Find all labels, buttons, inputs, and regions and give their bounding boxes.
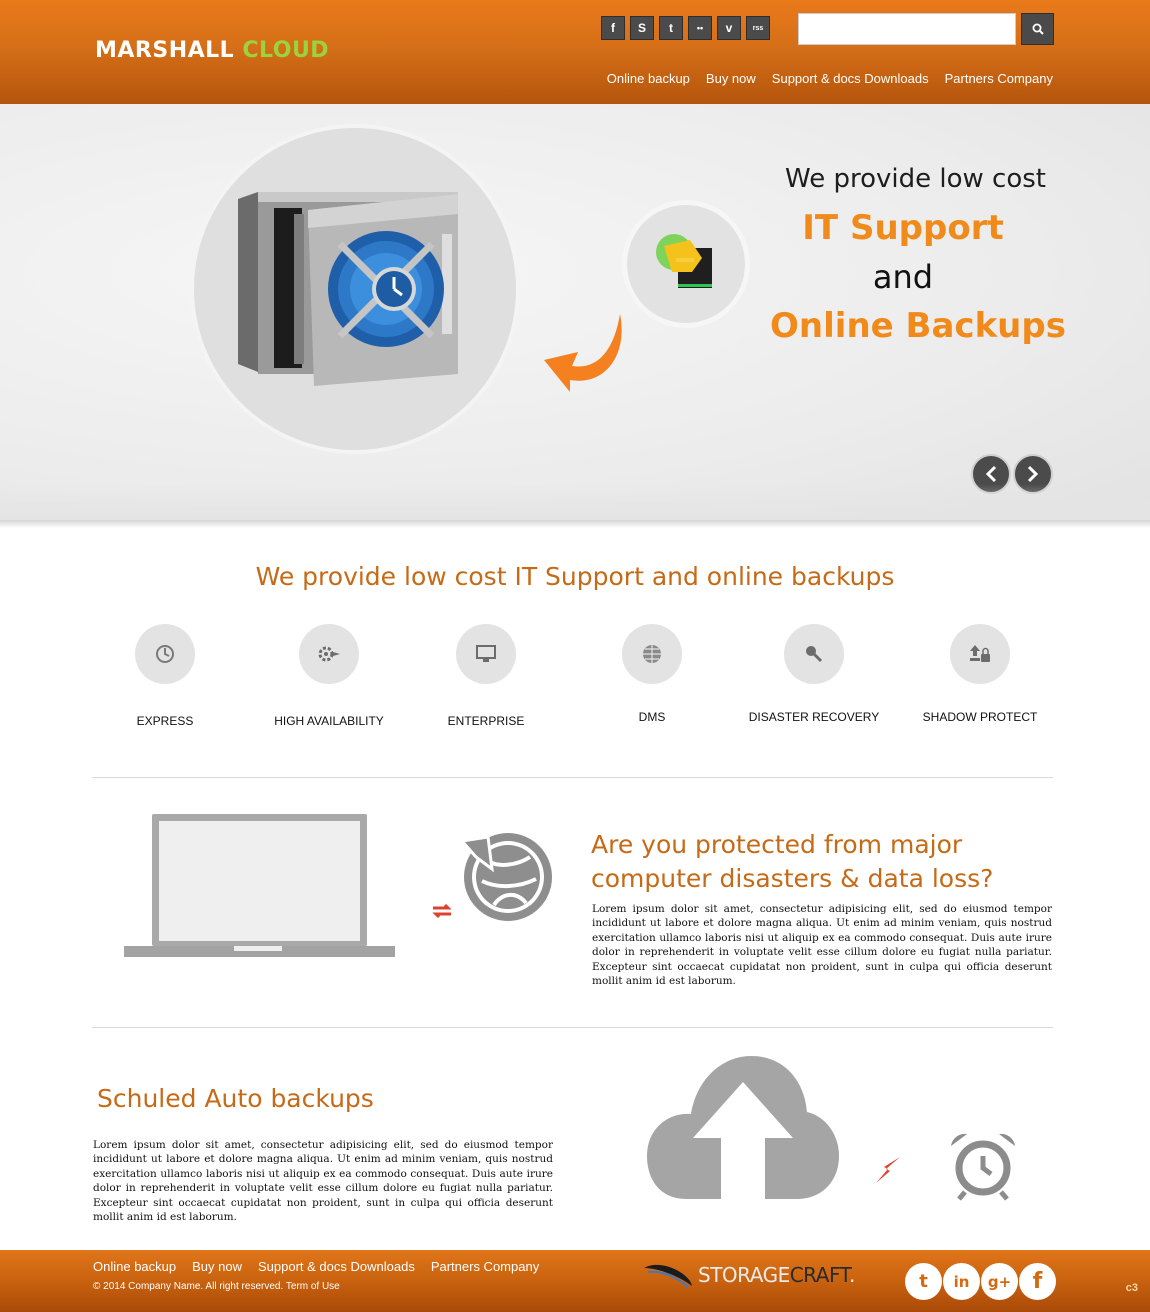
section-divider — [92, 777, 1053, 778]
header — [0, 0, 1150, 104]
slider-next-button[interactable] — [1013, 454, 1053, 494]
gear-arrow-icon — [299, 624, 359, 684]
hero-line-1: We provide low cost — [785, 164, 1046, 194]
feature-label: EXPRESS — [136, 714, 194, 728]
search-icon — [1032, 23, 1044, 35]
social-links-top — [601, 16, 770, 40]
chevron-right-icon — [1026, 465, 1040, 483]
scheduled-text: Lorem ipsum dolor sit amet, consectetur adipisicing elit, sed do eiusmod tempor incididunt ut labore et dolore magna aliqua. Ut enim ad minim veniam, quis nostrud exercitation ullamco laboris nisi ut aliquip ex ea commodo consequat. Duis aute irure dolor in reprehenderit in voluptate velit esse cillum dolore eu fugiat nulla pariatur. Excepteur sint occaecat cupidatat non proident, sunt in culpa qui officia deserunt mollit anim id est laborum. — [93, 1139, 553, 1224]
hero-slider — [0, 104, 1150, 524]
nav-support-docs[interactable]: Support & docs Downloads — [771, 71, 929, 86]
laptop-icon — [122, 812, 397, 962]
scheduled-title: Schuled Auto backups — [97, 1084, 374, 1113]
storagecraft-logo[interactable] — [642, 1260, 855, 1290]
hero-headline — [753, 164, 1066, 346]
footer-nav-online-backup[interactable]: Online backup — [93, 1259, 177, 1274]
twitter-icon[interactable]: t — [659, 16, 683, 40]
safe-circle — [190, 124, 520, 454]
feature-label: DISASTER RECOVERY — [748, 710, 880, 724]
globe-icon — [622, 624, 682, 684]
feature-disaster-recovery[interactable] — [734, 624, 894, 724]
search-input[interactable] — [798, 13, 1016, 45]
vimeo-icon[interactable]: v — [717, 16, 741, 40]
twitter-icon[interactable]: t — [905, 1263, 942, 1300]
feature-label: HIGH AVAILABILITY — [274, 714, 384, 728]
main-nav — [607, 71, 1053, 86]
hero-line-4: Online Backups — [770, 306, 1066, 346]
feature-enterprise[interactable] — [406, 624, 566, 728]
rss-icon[interactable]: rss — [746, 16, 770, 40]
footer-nav-support-docs[interactable]: Support & docs Downloads — [258, 1259, 415, 1274]
footer-nav — [93, 1259, 539, 1274]
upload-lock-icon — [950, 624, 1010, 684]
features-row — [92, 624, 1054, 734]
site-logo[interactable] — [95, 38, 329, 63]
protected-title: Are you protected from major computer disasters & data loss? — [591, 830, 994, 893]
footer-nav-partners[interactable]: Partners Company — [430, 1259, 540, 1274]
footer — [0, 1250, 1150, 1312]
logo-text-cloud: CLOUD — [242, 38, 330, 63]
document-circle — [622, 200, 750, 328]
linkedin-icon[interactable]: in — [943, 1263, 980, 1300]
footer-nav-buy-now[interactable]: Buy now — [192, 1259, 242, 1274]
chevron-left-icon — [984, 465, 998, 483]
alarm-clock-icon — [947, 1130, 1019, 1202]
monitor-icon — [456, 624, 516, 684]
curved-arrow-icon — [540, 314, 630, 394]
sync-icon — [135, 624, 195, 684]
feature-high-availability[interactable] — [249, 624, 409, 728]
features-title: We provide low cost IT Support and online backups — [255, 562, 895, 591]
social-links-footer — [905, 1263, 1056, 1300]
storagecraft-swoosh-icon — [642, 1260, 694, 1290]
storagecraft-text: STORAGECRAFT. — [698, 1263, 855, 1287]
recovery-globe-icon — [458, 829, 554, 925]
slider-prev-button[interactable] — [971, 454, 1011, 494]
hero-line-3: and — [872, 258, 934, 296]
hero-bottom-shadow — [0, 520, 1150, 528]
corner-mark: c3 — [1125, 1282, 1138, 1294]
copyright: © 2014 Company Name. All right reserved. Term of Use — [93, 1281, 340, 1292]
skype-icon[interactable]: S — [630, 16, 654, 40]
lightning-icon — [874, 1155, 902, 1185]
google-plus-icon[interactable]: g+ — [981, 1263, 1018, 1300]
safe-icon — [190, 124, 520, 454]
cloud-upload-icon — [647, 1056, 839, 1202]
flickr-icon[interactable]: •• — [688, 16, 712, 40]
feature-dms[interactable] — [572, 624, 732, 724]
feature-label: DMS — [638, 710, 666, 724]
section-divider — [92, 1027, 1053, 1028]
transfer-arrows-icon — [430, 900, 454, 922]
protected-text: Lorem ipsum dolor sit amet, consectetur adipisicing elit, sed do eiusmod tempor incididunt ut labore et dolore magna aliqua. Ut enim ad minim veniam, quis nostrud exercitation ullamco laboris nisi ut aliquip ex ea commodo consequat. Duis aute irure dolor in reprehenderit in voluptate velit esse cillum dolore eu fugiat nulla pariatur. Excepteur sint occaecat cupidatat non proident, sunt in culpa qui officia deserunt mollit anim id est laborum. — [592, 903, 1052, 988]
feature-label: SHADOW PROTECT — [922, 710, 1038, 724]
feature-label: ENTERPRISE — [447, 714, 525, 728]
hero-line-2: IT Support — [802, 208, 1004, 248]
facebook-icon[interactable]: f — [1019, 1263, 1056, 1300]
logo-text-marshall: MARSHALL — [95, 38, 235, 63]
document-globe-icon — [650, 228, 720, 298]
nav-online-backup[interactable]: Online backup — [606, 71, 690, 86]
search-button[interactable] — [1021, 13, 1054, 45]
feature-express[interactable] — [85, 624, 245, 728]
feature-shadow-protect[interactable] — [900, 624, 1060, 724]
nav-buy-now[interactable]: Buy now — [705, 71, 756, 86]
nav-partners[interactable]: Partners Company — [944, 71, 1053, 86]
facebook-icon[interactable]: f — [601, 16, 625, 40]
search-key-icon — [784, 624, 844, 684]
